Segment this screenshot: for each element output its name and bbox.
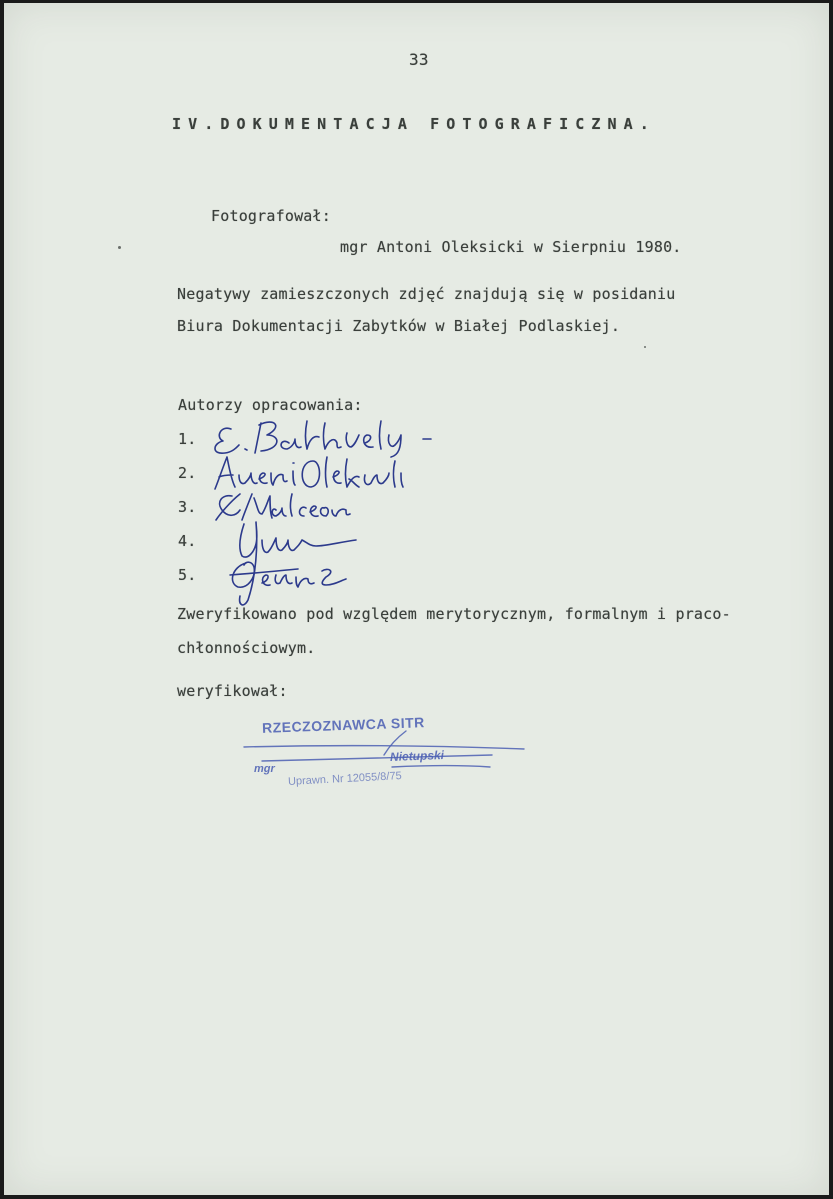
signature-2: [209, 453, 409, 493]
author-number-1: 1.: [178, 430, 197, 448]
author-number-2: 2.: [178, 464, 197, 482]
paper-speck: [644, 346, 646, 348]
authors-title: Autorzy opracowania:: [178, 396, 363, 414]
stamp-name: Nietupski: [389, 748, 445, 764]
paper-speck: [118, 246, 121, 249]
signature-5: [226, 553, 366, 603]
photographer-label: Fotografował:: [211, 207, 331, 225]
negatives-line-1: Negatywy zamieszczonych zdjęć znajdują się w posidaniu: [177, 285, 676, 303]
author-number-5: 5.: [178, 566, 197, 584]
signature-1: [209, 415, 439, 457]
verification-line-2: chłonnościowym.: [177, 639, 316, 657]
photographer-name: mgr Antoni Oleksicki w Sierpniu 1980.: [340, 238, 682, 256]
document-page: [4, 3, 829, 1195]
negatives-line-2: Biura Dokumentacji Zabytków w Białej Podlaskiej.: [177, 317, 621, 335]
stamp-signature-strokes: [242, 715, 532, 805]
verifier-label: weryfikował:: [177, 682, 288, 700]
section-title: IV.DOKUMENTACJA FOTOGRAFICZNA.: [172, 115, 656, 133]
stamp-permit: Uprawn. Nr 12055/8/75: [287, 770, 402, 788]
author-number-3: 3.: [178, 498, 197, 516]
verification-line-1: Zweryfikowano pod względem merytorycznym, formalnym i praco-: [177, 605, 731, 623]
author-number-4: 4.: [178, 532, 197, 550]
stamp-title: RZECZOZNAWCA SITR: [261, 714, 425, 736]
expert-stamp: [242, 715, 532, 805]
page-number: 33: [409, 50, 429, 69]
stamp-prefix: mgr: [254, 763, 275, 775]
